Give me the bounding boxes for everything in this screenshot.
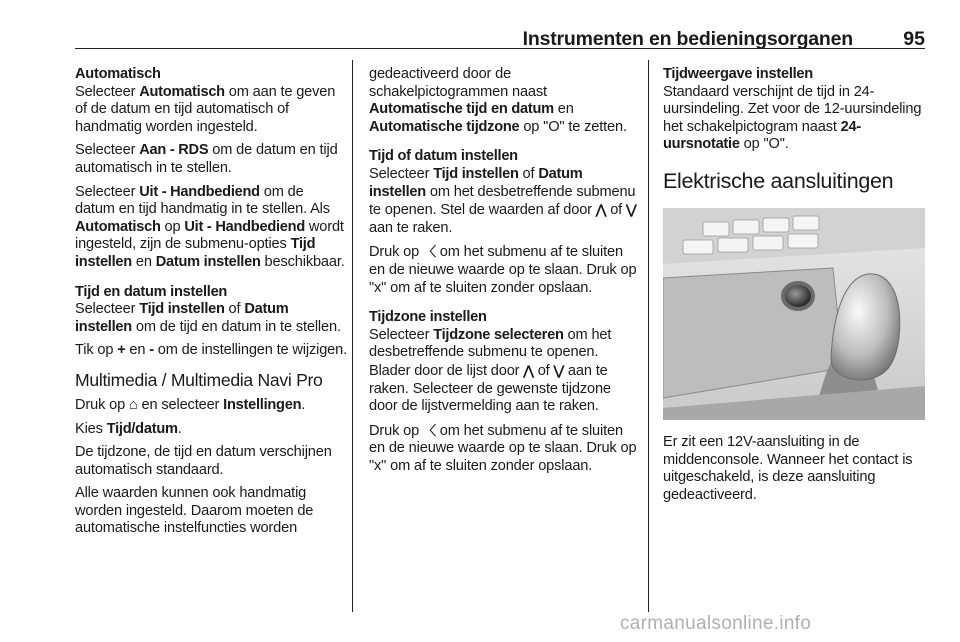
subheading-tijd-datum: Tijd en datum instellen	[75, 283, 228, 300]
heading-elektrische-aansluitingen: Elektrische aansluitingen	[663, 168, 894, 193]
console-socket-photo	[663, 208, 925, 420]
paragraph: Tijd en datum instellen Selecteer Tijd instellen of Datum instellen om de tijd en datum in te stellen.	[75, 284, 347, 337]
header-rule	[75, 48, 925, 49]
heading-multimedia: Multimedia / Multimedia Navi Pro	[75, 369, 323, 390]
paragraph: Tijdzone instellen Selecteer Tijdzone selecteren om het desbetreffende submenu te openen. Blader door de lijst door ⋀ of ⋁ aan te raken. Selecteer de gewenste tijdzone door de lijstvermelding aan te raken.	[369, 309, 641, 416]
paragraph: Druk op ⌂ en selecteer Instellingen.	[75, 396, 306, 413]
chevron-left-icon: 〈	[422, 244, 436, 260]
paragraph: Druk op 〈 om het submenu af te sluiten en de nieuwe waarde op te slaan. Druk op "x" om af te sluiten zonder opslaan.	[369, 422, 637, 474]
subheading-automatisch: Automatisch	[75, 66, 161, 82]
page-header	[75, 22, 925, 48]
paragraph: gedeactiveerd door de schakelpictogrammen naast Automatische tijd en datum en Automatische tijdzone op "O" te zetten.	[369, 66, 627, 135]
column-divider-2	[648, 60, 649, 612]
chevron-left-icon: 〈	[422, 422, 436, 438]
column-3	[663, 66, 928, 510]
paragraph: De tijdzone, de tijd en datum verschijnen automatisch standaard.	[75, 444, 332, 478]
subheading-tijd-of-datum: Tijd of datum instellen	[369, 148, 518, 165]
home-icon: ⌂	[128, 396, 138, 413]
paragraph: Kies Tijd/datum.	[75, 420, 182, 437]
paragraph: Selecteer Aan - RDS om de datum en tijd automatisch in te stellen.	[75, 142, 338, 176]
chevron-up-icon: ⋀	[523, 362, 534, 378]
column-2	[369, 66, 641, 481]
watermark: carmanualsonline.info	[620, 613, 812, 634]
page-number: 95	[903, 28, 925, 50]
column-1: Automatisch Selecteer Automatisch om aan te geven of de datum en tijd automatisch of handmatig worden ingesteld. Selecteer Aan - RDS om de datum en tijd automatisch in te stellen. Selecteer Uit - Handbediend om de datum en tijd handmatig in te stellen. Als Automatisch op Uit - Handbediend wordt ingesteld, zijn de submenu-opties Tijd instellen en Datum instellen beschikbaar. Tijd en datum instellen Selecteer Tijd instellen of Datum instellen om de tijd en datum in te stellen. Tik op + en - om de instellingen te wijzigen. Multimedia / Multimedia Navi Pro Druk op ⌂ en selecteer Instellingen. Kies Tijd/datum. De tijdzone, de tijd en datum verschijnen automatisch standaard. Alle waarden kunnen ook handmatig worden ingesteld. Daarom moeten de automatische instelfuncties worden	[75, 66, 348, 537]
paragraph: Druk op 〈 om het submenu af te sluiten en de nieuwe waarde op te slaan. Druk op "x" om af te sluiten zonder opslaan.	[369, 244, 637, 296]
subheading-tijdzone: Tijdzone instellen	[369, 309, 487, 326]
section-title: Instrumenten en bedieningsorganen	[522, 28, 853, 50]
chevron-down-icon: ⋁	[626, 202, 637, 218]
subheading-tijdweergave: Tijdweergave instellen	[663, 66, 813, 82]
paragraph: Tijdweergave instellen Standaard verschijnt de tijd in 24-uursindeling. Zet voor de 12-uursindeling het schakelpictogram naast 24-uursnotatie op "O".	[663, 66, 928, 154]
column-divider-1	[352, 60, 353, 612]
paragraph: Selecteer Uit - Handbediend om de datum en tijd handmatig in te stellen. Als Automatisch op Uit - Handbediend wordt ingesteld, zijn de submenu-opties Tijd instellen en Datum instellen beschikbaar.	[75, 183, 345, 270]
paragraph: Er zit een 12V-aansluiting in de middenconsole. Wanneer het contact is uitgeschakeld, is deze aansluiting gedeactiveerd.	[663, 433, 913, 503]
chevron-down-icon: ⋁	[553, 362, 565, 378]
paragraph: Tijd of datum instellen Selecteer Tijd instellen of Datum instellen om het desbetreffende submenu te openen. Stel de waarden af door ⋀ of ⋁ aan te raken.	[369, 148, 641, 237]
paragraph: Alle waarden kunnen ook handmatig worden ingesteld. Daarom moeten de automatische instelfuncties worden	[75, 485, 314, 537]
paragraph: Tik op + en - om de instellingen te wijzigen.	[75, 342, 348, 359]
chevron-up-icon: ⋀	[595, 202, 607, 218]
